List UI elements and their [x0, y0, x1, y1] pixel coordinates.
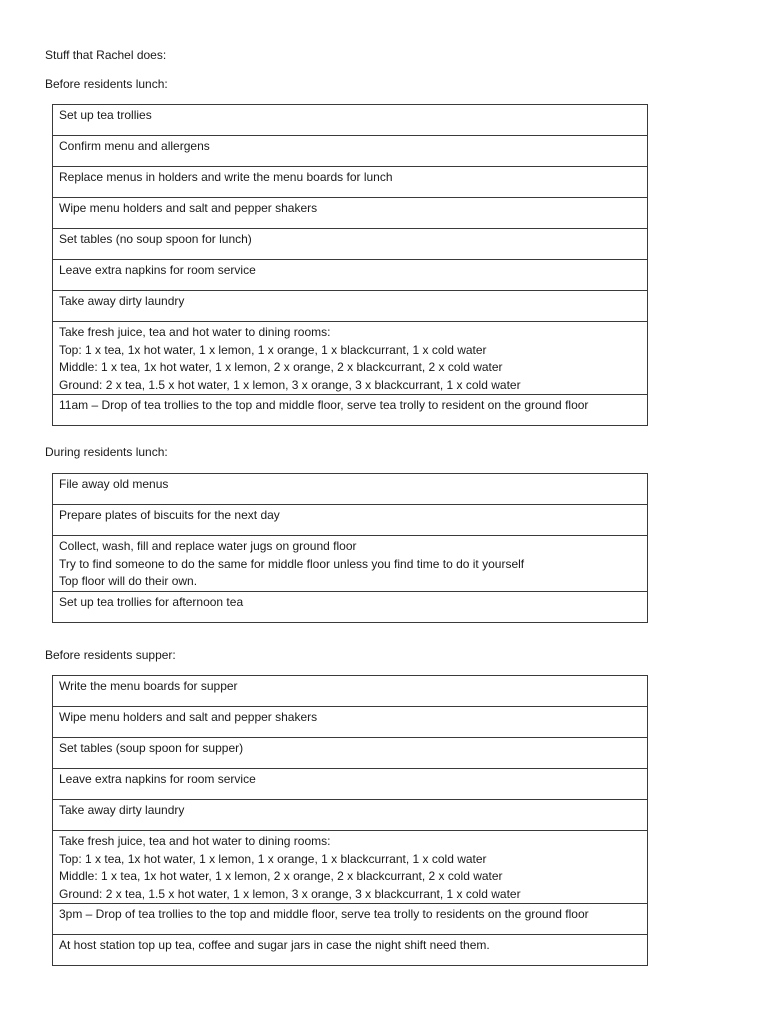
task-row: [53, 536, 648, 592]
task-text: Take away dirty laundry: [59, 803, 185, 817]
task-text: 11am – Drop of tea trollies to the top and middle floor, serve tea trolly to resident on the ground floor: [59, 398, 589, 413]
task-text: Leave extra napkins for room service: [59, 772, 256, 786]
task-text: Top: 1 x tea, 1x hot water, 1 x lemon, 1 x orange, 1 x blackcurrant, 1 x cold water: [59, 342, 487, 357]
task-cell: [53, 904, 648, 935]
task-table-during-lunch: [52, 473, 648, 623]
task-row: [53, 229, 648, 260]
task-text: Take fresh juice, tea and hot water to dining rooms:: [59, 325, 331, 339]
task-cell: [53, 769, 648, 800]
task-text: Confirm menu and allergens: [59, 139, 210, 153]
task-text: Take fresh juice, tea and hot water to dining rooms:: [59, 834, 331, 848]
task-text: Prepare plates of biscuits for the next day: [59, 508, 280, 522]
task-cell: [53, 395, 648, 426]
document-heading: Stuff that Rachel does:: [45, 48, 167, 62]
task-row: [53, 769, 648, 800]
task-row: [53, 260, 648, 291]
task-text: Ground: 2 x tea, 1.5 x hot water, 1 x lemon, 3 x orange, 3 x blackcurrant, 1 x cold water: [59, 377, 521, 392]
task-cell: [53, 831, 648, 904]
task-cell: [53, 136, 648, 167]
task-row: [53, 105, 648, 136]
task-table-before-supper: [52, 675, 648, 966]
task-text: Write the menu boards for supper: [59, 679, 238, 693]
task-row: [53, 474, 648, 505]
task-cell: [53, 591, 648, 622]
task-row: [53, 591, 648, 622]
task-cell: [53, 738, 648, 769]
task-text: Leave extra napkins for room service: [59, 263, 256, 277]
task-cell: [53, 676, 648, 707]
section-title-during-lunch: During residents lunch:: [45, 445, 168, 459]
task-row: [53, 800, 648, 831]
task-cell: [53, 322, 648, 395]
task-cell: [53, 536, 648, 592]
task-row: [53, 676, 648, 707]
task-cell: [53, 198, 648, 229]
task-row: [53, 198, 648, 229]
task-text: At host station top up tea, coffee and sugar jars in case the night shift need them.: [59, 938, 490, 953]
task-row: [53, 167, 648, 198]
task-row: [53, 935, 648, 966]
task-cell: [53, 167, 648, 198]
task-text: Ground: 2 x tea, 1.5 x hot water, 1 x lemon, 3 x orange, 3 x blackcurrant, 1 x cold water: [59, 886, 521, 901]
task-text: Set tables (soup spoon for supper): [59, 741, 244, 755]
section-title-before-lunch: Before residents lunch:: [45, 77, 168, 91]
task-text: Take away dirty laundry: [59, 294, 185, 308]
task-cell: [53, 291, 648, 322]
task-text: 3pm – Drop of tea trollies to the top and middle floor, serve tea trolly to residents on the ground floor: [59, 907, 589, 922]
task-cell: [53, 260, 648, 291]
task-text: Collect, wash, fill and replace water jugs on ground floor: [59, 539, 357, 553]
task-cell: [53, 935, 648, 966]
task-text: Wipe menu holders and salt and pepper shakers: [59, 710, 318, 724]
task-row: [53, 136, 648, 167]
task-row: [53, 291, 648, 322]
task-cell: [53, 229, 648, 260]
task-row: [53, 904, 648, 935]
task-cell: [53, 474, 648, 505]
task-table-before-lunch: [52, 104, 648, 426]
section-title-before-supper: Before residents supper:: [45, 648, 176, 662]
task-text: Set up tea trollies: [59, 108, 152, 122]
task-cell: [53, 505, 648, 536]
task-row: [53, 707, 648, 738]
task-cell: [53, 105, 648, 136]
task-cell: [53, 800, 648, 831]
task-text: Top: 1 x tea, 1x hot water, 1 x lemon, 1 x orange, 1 x blackcurrant, 1 x cold water: [59, 851, 487, 866]
task-text: Top floor will do their own.: [59, 574, 198, 589]
task-row: [53, 395, 648, 426]
task-text: Wipe menu holders and salt and pepper shakers: [59, 201, 318, 215]
task-row: [53, 738, 648, 769]
task-text: Middle: 1 x tea, 1x hot water, 1 x lemon, 2 x orange, 2 x blackcurrant, 2 x cold water: [59, 869, 503, 884]
task-text: Replace menus in holders and write the menu boards for lunch: [59, 170, 393, 184]
task-text: Middle: 1 x tea, 1x hot water, 1 x lemon, 2 x orange, 2 x blackcurrant, 2 x cold water: [59, 360, 503, 375]
task-text: File away old menus: [59, 477, 169, 491]
task-text: Try to find someone to do the same for middle floor unless you find time to do it yourself: [59, 556, 525, 571]
task-text: Set up tea trollies for afternoon tea: [59, 594, 244, 609]
task-row: [53, 505, 648, 536]
task-cell: [53, 707, 648, 738]
task-row: [53, 322, 648, 395]
task-text: Set tables (no soup spoon for lunch): [59, 232, 252, 246]
task-row: [53, 831, 648, 904]
